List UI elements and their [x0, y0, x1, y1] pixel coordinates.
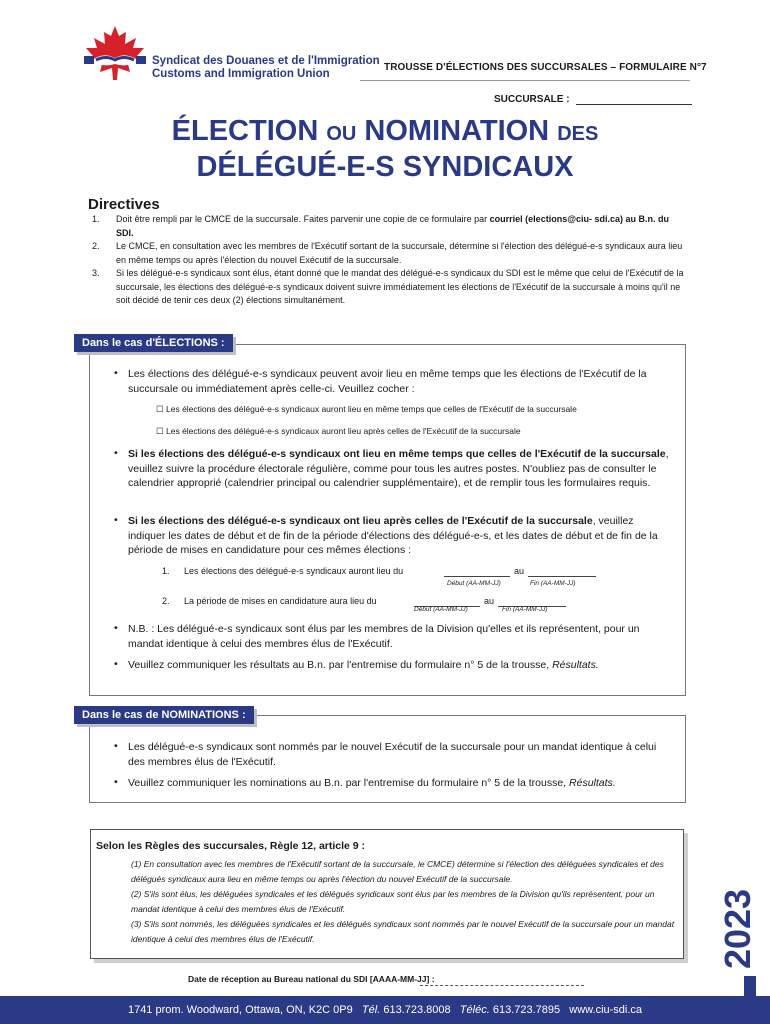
end-date-label: Fin (AA-MM-JJ) — [502, 606, 548, 613]
checkbox-icon[interactable]: ☐ — [156, 404, 164, 414]
directive-item: 1. Doit être rempli par le CMCE de la succursale. Faites parvenir une copie de ce formulaire par courriel (elections@ciu- sdi.ca) au B.n. du SDI. — [92, 214, 669, 238]
footer-fax: 613.723.7895 — [492, 1004, 561, 1016]
footer-website-link[interactable]: www.ciu-sdi.ca — [569, 1004, 643, 1016]
bullet-icon: • — [114, 367, 118, 379]
rule-paragraph: (3) S'ils sont nommés, les déléguées syndicales et les délégués syndicaux sont nommés par le nouvel Exécutif de la succursale pour un mandat identique à celui des membres élus de l'Exécutif. — [131, 919, 675, 944]
received-date-label: Date de réception au Bureau national du SDI [AAAA-MM-JJ] : — [188, 974, 435, 984]
nominations-results-note: Veuillez communiquer les nominations au B.n. par l'entremise du formulaire n° 5 de la trousse, Résultats. — [128, 777, 616, 789]
rules-text — [131, 857, 679, 947]
au-label: au — [514, 566, 525, 576]
footer-tel: 613.723.8008 — [383, 1004, 451, 1016]
after-instructions: Si les élections des délégué-e-s syndicaux ont lieu après celles de l'Exécutif de la succursale, veuillez indiquer les dates de début et de fin de la période d'élections des délégué-e-s, et les dates de début et de fin de la période de mises en candidature pour ces mêmes élections : — [128, 515, 658, 556]
title-nomination: NOMINATION — [364, 115, 550, 147]
header-divider — [360, 80, 690, 81]
title-line-2: DÉLÉGUÉ-E-S SYNDICAUX — [196, 151, 574, 183]
election-period-label: Les élections des délégué-e-s syndicaux auront lieu du — [184, 566, 404, 576]
checkbox-after[interactable]: ☐ Les élections des délégué-e-s syndicaux auront lieu après celles de l'Exécutif de la succursale — [156, 426, 521, 436]
bullet-icon: • — [114, 514, 118, 526]
bullet-icon: • — [114, 776, 118, 788]
title-ou: OU — [326, 123, 357, 145]
sub-item-number: 1. — [162, 566, 170, 576]
footer-address: 1741 prom. Woodward, Ottawa, ON, K2C 0P9 — [127, 1004, 353, 1016]
elections-results-note: Veuillez communiquer les résultats au B.n. par l'entremise du formulaire n° 5 de la trousse, Résultats. — [128, 659, 599, 671]
elections-section-tab: Dans le cas d'ÉLECTIONS : — [74, 334, 233, 352]
rules-heading: Selon les Règles des succursales, Règle 12, article 9 : — [96, 840, 366, 852]
bullet-icon: • — [114, 658, 118, 670]
union-logo — [80, 24, 150, 86]
nominations-text: Les délégué-e-s syndicaux sont nommés par le nouvel Exécutif de la succursale pour un mandat identique à celui des membres élus de l'Exécutif. — [128, 741, 657, 768]
election-start-input[interactable] — [444, 576, 510, 577]
directives-list — [92, 213, 684, 308]
branch-field[interactable] — [494, 94, 692, 105]
checkbox-icon[interactable]: ☐ — [156, 426, 164, 436]
nominations-section-tab: Dans le cas de NOMINATIONS : — [74, 706, 254, 724]
received-date-input[interactable] — [420, 985, 584, 986]
year-label: 2023 — [717, 888, 758, 970]
title-des: DES — [557, 123, 599, 145]
directive-item: 2. Le CMCE, en consultation avec les membres de l'Exécutif sortant de la succursale, détermine si l'élection des délégué-e-s syndicaux aura lieu en même temps ou après l'élection du nouvel Exécutif de la succursale. — [92, 241, 683, 265]
bullet-icon: • — [114, 740, 118, 752]
branch-input-line[interactable] — [576, 104, 692, 105]
branch-label: SUCCURSALE : — [494, 94, 570, 105]
sub-item-number: 2. — [162, 596, 170, 606]
directives-heading: Directives — [88, 196, 160, 213]
nomination-period-label: La période de mises en candidature aura lieu du — [184, 596, 377, 606]
bullet-icon: • — [114, 622, 118, 634]
nb-note: N.B. : Les délégué-e-s syndicaux sont élus par les membres de la Division qu'elles et ils représentent, pour un mandat identique à celui des membres élus de l'Exécutif. — [128, 623, 640, 650]
rule-paragraph: (1) En consultation avec les membres de l'Exécutif sortant de la succursale, le CMCE) détermine si l'élection des déléguées syndicales et des délégués syndicaux aura lieu en même temps ou après l'élection du nouvel Exécutif de la succursale. — [131, 859, 664, 884]
page-title — [0, 115, 770, 184]
org-name-fr: Syndicat des Douanes et de l'Immigration — [152, 55, 380, 67]
form-title: TROUSSE D'ÉLECTIONS DES SUCCURSALES – FORMULAIRE N°7 — [384, 62, 707, 73]
org-name-en: Customs and Immigration Union — [152, 68, 330, 80]
rule-paragraph: (2) S'ils sont élus, les déléguées syndicales et les délégués syndicaux sont élus par les membres de la Division qu'ils représentent, pour un mandat identique à celui des membres élus de l'Exécutif. — [131, 889, 655, 914]
bullet-icon: • — [114, 447, 118, 459]
same-time-instructions: Si les élections des délégué-e-s syndicaux ont lieu en même temps que celles de l'Exécutif de la succursale, veuillez suivre la procédure électorale régulière, comme pour tous les autres postes. N'oubliez pas de consulter le calendrier approprié (calendrier principal ou calendrier supplémentaire), et de remplir tous les formulaires requis. — [128, 448, 669, 489]
footer-tel-label: Tél. — [361, 1004, 381, 1016]
checkbox-same-time[interactable]: ☐ Les élections des délégué-e-s syndicaux auront lieu en même temps que celles de l'Exécutif de la succursale — [156, 404, 577, 414]
elections-timing-text: Les élections des délégué-e-s syndicaux peuvent avoir lieu en même temps que les élections de l'Exécutif de la succursale ou immédiatement après celle-ci. Veuillez cocher : — [128, 368, 647, 395]
footer — [0, 996, 770, 1024]
footer-fax-label: Téléc. — [459, 1004, 490, 1016]
au-label: au — [484, 596, 495, 606]
end-date-label: Fin (AA-MM-JJ) — [530, 580, 576, 587]
start-date-label: Début (AA-MM-JJ) — [414, 606, 468, 613]
directive-item: 3. Si les délégué-e-s syndicaux sont élus, étant donné que le mandat des délégué-e-s syndicaux du SDI est le même que celui de l'Exécutif de la succursale, les élections des délégué-e-s syndicaux doivent suivre immédiatement les élections de l'Exécutif de la succursale à moins qu'il ne soit décidé de tenir ces deux (2) élections simultanément. — [92, 268, 684, 305]
election-end-input[interactable] — [528, 576, 596, 577]
organization-name — [152, 55, 380, 81]
start-date-label: Début (AA-MM-JJ) — [447, 580, 501, 587]
title-election: ÉLECTION — [171, 115, 319, 147]
email-instruction: courriel (elections@ciu- sdi.ca) au B.n. du SDI. — [116, 214, 669, 238]
